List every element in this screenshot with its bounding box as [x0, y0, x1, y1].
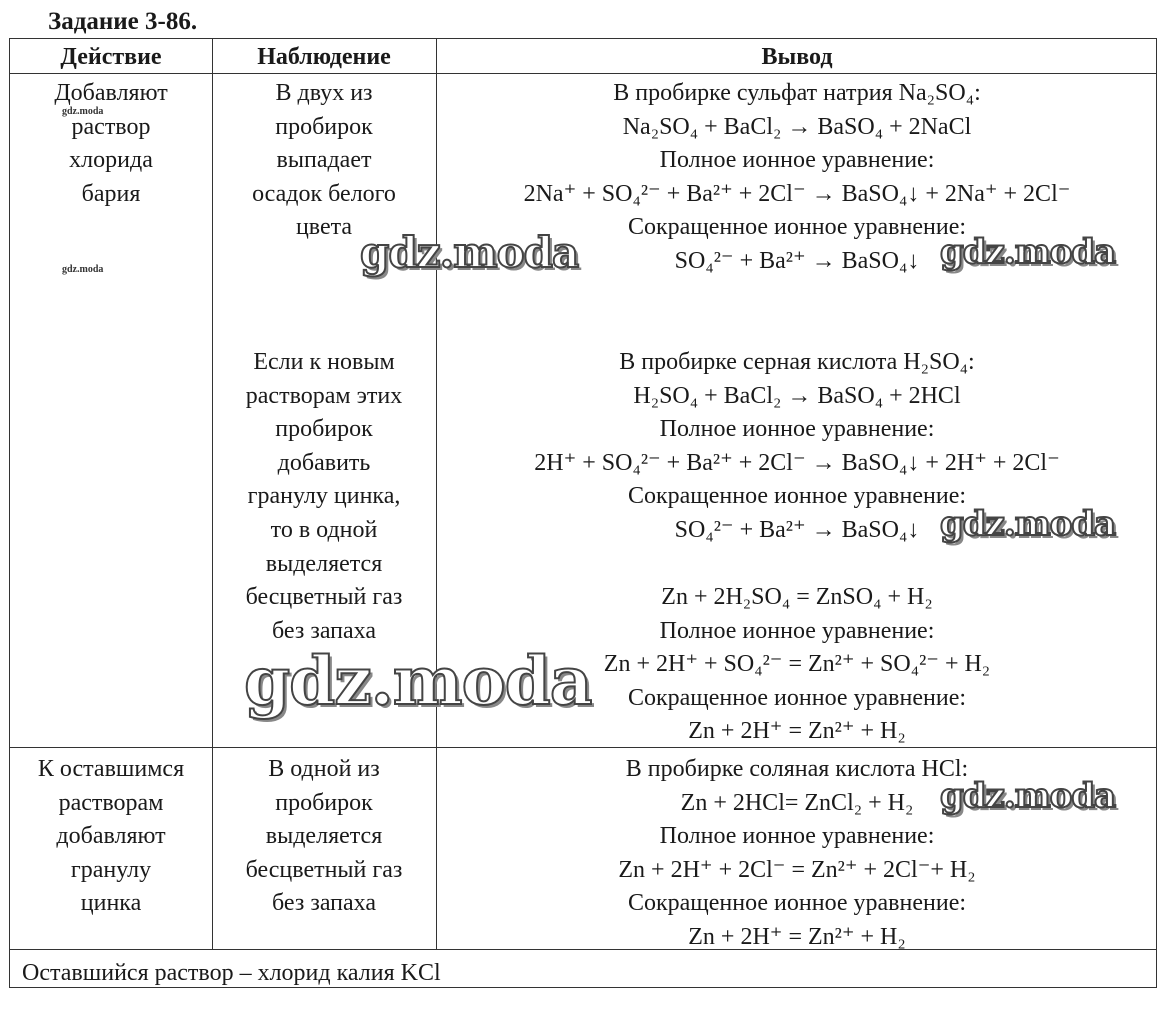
text-line: бесцветный газ — [245, 584, 403, 611]
text-line: пробирок — [275, 789, 373, 816]
text-line: К оставшимся — [37, 756, 185, 782]
page-title: Задание 3-86. — [48, 8, 198, 35]
equation-line: Zn + 2H⁺ + SO₄²⁻ = Zn²⁺ + SO₄²⁻ + H₂ — [603, 651, 991, 678]
watermark: gdz.moda — [940, 504, 1116, 544]
row2-observation — [212, 753, 436, 921]
row1-observation-2 — [212, 346, 436, 648]
watermark-small: gdz.moda — [62, 106, 104, 117]
header-observation: Наблюдение — [257, 44, 391, 70]
equation-line: Zn + 2H⁺ = Zn²⁺ + H₂ — [688, 923, 906, 950]
equation-line: 2Na⁺ + SO₄²⁻ + Ba²⁺ + 2Cl⁻ → BaSO₄↓ + 2Na⁺ + 2Cl⁻ — [523, 180, 1071, 207]
text-line: Сокращенное ионное уравнение: — [627, 214, 967, 241]
table-footer: Оставшийся раствор – хлорид калия KCl — [22, 960, 441, 986]
row1-action — [10, 77, 212, 211]
text-line: гранулу — [70, 856, 152, 883]
text-line: без запаха — [272, 617, 376, 644]
equation-line: SO₄²⁻ + Ba²⁺ → BaSO₄↓ — [674, 247, 920, 274]
text-line: выделяется — [265, 550, 383, 577]
text-line: растворам — [58, 789, 164, 816]
text-line: В пробирке сульфат натрия Na₂SO₄: — [613, 80, 981, 106]
text-line: хлорида — [69, 147, 153, 174]
watermark-small: gdz.moda — [62, 264, 104, 275]
text-line: Сокращенное ионное уравнение: — [627, 483, 967, 510]
header-conclusion: Вывод — [761, 44, 833, 70]
equation-line: Zn + 2HCl= ZnCl₂ + H₂ — [680, 789, 914, 816]
equation-line: SO₄²⁻ + Ba²⁺ → BaSO₄↓ — [674, 516, 920, 543]
text-line: бария — [81, 180, 141, 207]
equation-line: Zn + 2H₂SO₄ = ZnSO₄ + H₂ — [661, 584, 933, 610]
text-line: В пробирке соляная кислота HCl: — [625, 756, 969, 782]
text-line: Полное ионное уравнение: — [659, 617, 935, 644]
text-line: В двух из — [275, 80, 373, 106]
watermark: gdz.moda — [360, 228, 579, 277]
text-line: раствор — [71, 113, 151, 140]
header-action: Действие — [60, 44, 162, 70]
text-line: выделяется — [265, 823, 383, 850]
watermark: gdz.moda — [940, 776, 1116, 816]
equation-line: Na₂SO₄ + BaCl₂ → BaSO₄ + 2NaCl — [622, 113, 972, 140]
text-line: осадок белого — [252, 180, 396, 207]
text-line: выпадает — [276, 147, 372, 174]
equation-line: Zn + 2H⁺ = Zn²⁺ + H₂ — [688, 718, 906, 745]
text-line: Сокращенное ионное уравнение: — [627, 890, 967, 917]
text-line: цвета — [295, 214, 353, 241]
watermark: gdz.moda — [940, 232, 1116, 272]
row2-action — [10, 753, 212, 921]
text-line: добавить — [277, 449, 371, 476]
text-line: Сокращенное ионное уравнение: — [627, 684, 967, 711]
row1-observation — [212, 77, 436, 245]
equation-line: 2H⁺ + SO₄²⁻ + Ba²⁺ + 2Cl⁻ → BaSO₄↓ + 2H⁺ + 2Cl⁻ — [534, 449, 1060, 476]
text-line: пробирок — [275, 416, 373, 443]
text-line: Добавляют — [54, 80, 168, 106]
text-line: Если к новым — [253, 349, 395, 375]
text-line: растворам этих — [245, 382, 403, 409]
text-line: Полное ионное уравнение: — [659, 823, 935, 850]
text-line: без запаха — [272, 890, 376, 917]
text-line: В пробирке серная кислота H₂SO₄: — [619, 349, 975, 375]
text-line: цинка — [80, 890, 142, 917]
text-line: бесцветный газ — [245, 856, 403, 883]
text-line: то в одной — [270, 516, 378, 543]
equation-line: H₂SO₄ + BaCl₂ → BaSO₄ + 2HCl — [633, 382, 961, 409]
text-line: Полное ионное уравнение: — [659, 147, 935, 174]
text-line: добавляют — [56, 823, 166, 850]
text-line: Полное ионное уравнение: — [659, 416, 935, 443]
watermark: gdz.moda — [244, 642, 592, 720]
equation-line: Zn + 2H⁺ + 2Cl⁻ = Zn²⁺ + 2Cl⁻+ H₂ — [618, 856, 976, 883]
text-line: пробирок — [275, 113, 373, 140]
text-line: В одной из — [268, 756, 380, 782]
text-line: гранулу цинка, — [247, 483, 401, 510]
